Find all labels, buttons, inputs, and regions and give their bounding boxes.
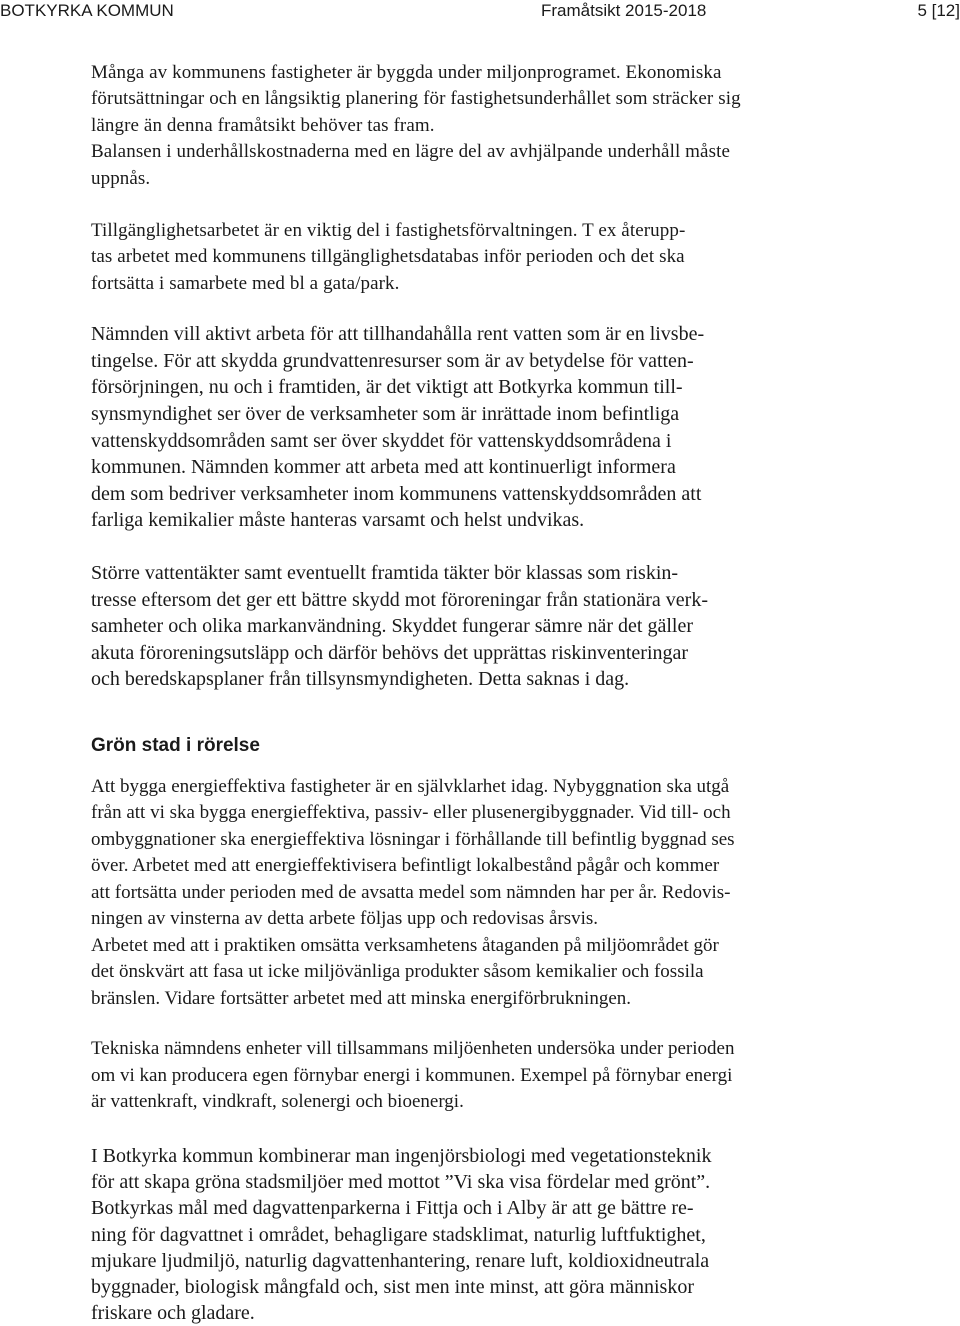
document-body <box>91 60 851 1326</box>
paragraph-green-city: I Botkyrka kommun kombinerar man ingenjörsbiologi med vegetationsteknik för att skapa gröna stadsmiljöer med mottot ”Vi ska visa fördelar med grönt”. Botkyrkas mål med dagvattenparkerna i Fittja och i Alby är att ge bättre re- ning för dagvattnet i området, behagligare stadsklimat, naturlig luftfuktighet, mjukare ljudmiljö, naturlig dagvattenhantering, renare luft, koldioxidneutrala byggnader, biologisk mångfald och, sist men inte minst, att göra människor friskare och gladare. <box>91 1144 712 1325</box>
paragraph-clean-water: Nämnden vill aktivt arbeta för att tillhandahålla rent vatten som är en livsbe- tingelse. För att skydda grundvattenresurser som är av betydelse för vatten- försörjningen, nu och i framtiden, är det viktigt att Botkyrka kommun till- synsmyndighet ser över de verksamheter som är inrättade inom befintliga vattenskyddsområden samt ser över skyddet för vattenskyddsområdena i kommunen. Nämnden kommer att arbeta med att kontinuerligt informera dem som bedriver verksamheter inom kommunens vattenskyddsområden att farliga kemikalier måste hanteras varsamt och helst undvikas. <box>91 323 705 532</box>
page-number: 5 [12] <box>917 1 960 20</box>
paragraph-property-maintenance: Många av kommunens fastigheter är byggda under miljonprogramet. Ekonomiska förutsättningar och en långsiktig planering för fastighetsunderhållet som sträcker sig längre än denna framåtsikt behöver tas fram. Balansen i underhållskostnaderna med en lägre del av avhjälpande underhåll måste uppnås. <box>91 62 741 189</box>
document-title: Framåtsikt 2015-2018 <box>541 1 707 20</box>
section-heading: Grön stad i rörelse <box>91 734 260 756</box>
paragraph-environmental-commitments: Arbetet med att i praktiken omsätta verksamhetens åtaganden på miljöområdet gör det önskvärt att fasa ut icke miljövänliga produkter såsom kemikalier och fossila bränslen. Vidare fortsätter arbetet med att minska energiförbrukningen. <box>91 934 719 1009</box>
paragraph-renewable-energy: Tekniska nämndens enheter vill tillsammans miljöenheten undersöka under perioden om vi kan producera egen förnybar energi i kommunen. Exempel på förnybar energi är vattenkraft, vindkraft, solenergi och bioenergi. <box>91 1038 735 1113</box>
paragraph-accessibility: Tillgänglighetsarbetet är en viktig del i fastighetsförvaltningen. T ex återupp- tas arbetet med kommunens tillgänglighetsdatabas inför perioden och det ska fortsätta i samarbete med bl a gata/park. <box>91 220 686 294</box>
paragraph-water-sources: Större vattentäkter samt eventuellt framtida täkter bör klassas som riskin- tresse eftersom det ger ett bättre skydd mot föroreningar från stationära verk- samheter och olika markanvändning. Skyddet fungerar sämre när det gäller akuta föroreningsutsläpp och därför behövs det upprättas riskinventeringar och beredskapsplaner från tillsynsmyndigheten. Detta saknas i dag. <box>91 562 708 691</box>
paragraph-energy-efficiency: Att bygga energieffektiva fastigheter är en självklarhet idag. Nybyggnation ska utgå från att vi ska bygga energieffektiva, passiv- eller plusenergibyggnader. Vid till- och ombyggnationer ska energieffektiva lösningar i förhållande till befintlig byggnad ses över. Arbetet med att energieffektivisera befintligt lokalbestånd pågår och kommer att fortsätta under perioden med de avsatta medel som nämnden har per år. Redovis- ningen av vinsterna av detta arbete följas upp och redovisas årsvis. <box>91 775 735 930</box>
organization-name: BOTKYRKA KOMMUN <box>0 1 174 20</box>
page-header <box>0 0 960 22</box>
